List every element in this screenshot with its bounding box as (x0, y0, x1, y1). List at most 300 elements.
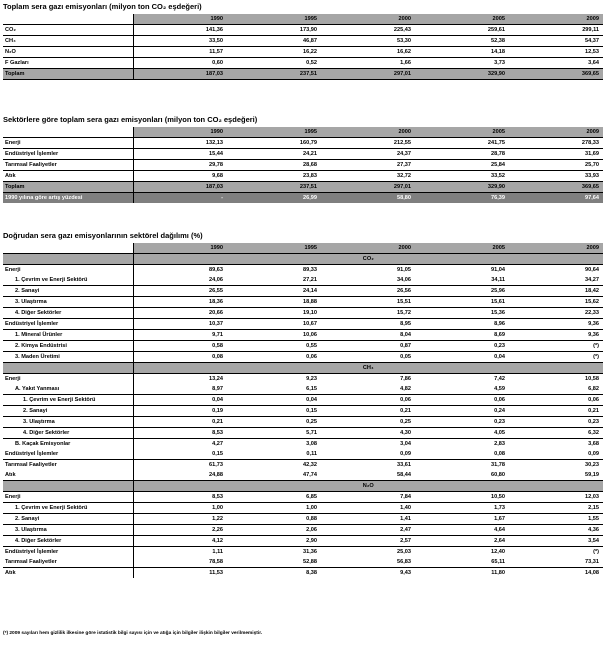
row-label: Enerji (3, 492, 133, 503)
row-label: Tarımsal Faaliyetler (3, 460, 133, 471)
value-cell: 0,04 (415, 352, 509, 363)
year-header: 2000 (321, 127, 415, 138)
value-cell: 259,61 (415, 25, 509, 36)
gas-section-header (3, 481, 603, 492)
value-cell: 6,32 (509, 428, 603, 439)
value-cell: 4,27 (133, 439, 227, 450)
total-row (3, 182, 603, 193)
year-header: 1990 (133, 14, 227, 25)
value-cell: 0,11 (306, 451, 317, 457)
value-cell: 0,08 (494, 451, 505, 457)
table-row (3, 525, 603, 536)
value-cell: 299,11 (509, 25, 603, 36)
value-cell: 15,72 (321, 308, 415, 319)
value-cell: 1,22 (133, 514, 227, 525)
gas-label: CH₄ (133, 363, 603, 374)
year-header: 1990 (133, 243, 227, 254)
value-cell: 2,83 (415, 439, 509, 450)
value-cell: 4,82 (400, 386, 411, 392)
footnote: (*) 2009 sayıları hem gizlilik ilkesine göre istatistik bilgi sayısı için ve atığa için bilgiler ilişkin bilgiler verilmemiştir. (3, 631, 263, 636)
row-label: CO₂ (3, 25, 133, 36)
header-row (3, 127, 603, 138)
value-cell: 42,32 (227, 460, 321, 471)
value-cell: 33,61 (321, 460, 415, 471)
table-row (3, 265, 603, 276)
sector-distribution-table (3, 243, 603, 578)
value-cell: 15,44 (133, 149, 227, 160)
value-cell: 25,84 (415, 160, 509, 171)
value-cell: 31,78 (415, 460, 509, 471)
value-cell: 1,41 (321, 514, 415, 525)
value-cell: 34,06 (397, 277, 411, 283)
value-cell: 0,25 (227, 417, 321, 428)
table-row (3, 460, 603, 471)
value-cell: 1,00 (227, 503, 321, 514)
table-row (3, 171, 603, 182)
header-label-cell (3, 14, 133, 25)
value-cell: 14,18 (415, 47, 509, 58)
value-cell: 0,21 (133, 417, 227, 428)
table-row (3, 449, 603, 460)
value-cell: 20,66 (133, 308, 227, 319)
row-label: Toplam (3, 182, 133, 193)
value-cell: 14,08 (509, 568, 603, 579)
value-cell: 24,06 (133, 275, 227, 286)
value-cell: 56,83 (397, 559, 411, 565)
value-cell: 9,68 (133, 171, 227, 182)
value-cell: 7,42 (415, 374, 509, 385)
value-cell: 27,21 (303, 277, 317, 283)
value-cell: 4,05 (415, 428, 509, 439)
row-label: 3. Ulaştırma (3, 417, 133, 428)
table-row (3, 492, 603, 503)
section-blank (3, 363, 133, 374)
value-cell: 12,03 (509, 492, 603, 503)
year-header: 2009 (509, 14, 603, 25)
year-header: 2000 (321, 14, 415, 25)
row-label: CH₄ (3, 36, 133, 47)
table-row (3, 428, 603, 439)
row-label: Endüstriyel İşlemler (3, 547, 133, 558)
value-cell: 58,44 (397, 472, 411, 478)
table-row (3, 568, 603, 579)
value-cell: 237,51 (227, 182, 321, 193)
value-cell: 0,04 (133, 395, 227, 406)
value-cell: 3,64 (509, 58, 603, 69)
value-cell: 31,69 (509, 149, 603, 160)
value-cell: 10,58 (509, 374, 603, 385)
value-cell: 2,26 (133, 525, 227, 536)
value-cell: 33,50 (133, 36, 227, 47)
year-header: 1990 (133, 127, 227, 138)
value-cell: 8,96 (415, 319, 509, 330)
year-header: 2005 (415, 127, 509, 138)
value-cell: 237,51 (227, 69, 321, 80)
sector-emissions-table (3, 127, 603, 203)
value-cell: 46,87 (227, 36, 321, 47)
value-cell: 33,52 (415, 171, 509, 182)
value-cell: 0,55 (227, 341, 321, 352)
table-row (3, 160, 603, 171)
value-cell: 0,23 (509, 417, 603, 428)
value-cell: 10,37 (133, 319, 227, 330)
value-cell: 15,36 (415, 308, 509, 319)
table-row (3, 58, 603, 69)
value-cell: 18,36 (133, 297, 227, 308)
value-cell: 241,75 (415, 138, 509, 149)
value-cell: 4,64 (415, 525, 509, 536)
table3-title: Doğrudan sera gazı emisyonlarının sektörel dağılımı (%) (3, 231, 203, 240)
value-cell: 187,03 (133, 69, 227, 80)
value-cell: 212,55 (321, 138, 415, 149)
row-label: Endüstriyel İşlemler (3, 319, 133, 330)
value-cell: 8,53 (133, 428, 227, 439)
table-row (3, 286, 603, 297)
value-cell: 29,78 (133, 160, 227, 171)
value-cell: (*) (509, 547, 603, 558)
total-row (3, 69, 603, 80)
table-row (3, 319, 603, 330)
value-cell: 132,13 (133, 138, 227, 149)
header-label-cell (3, 243, 133, 254)
value-cell: 25,03 (321, 547, 415, 558)
value-cell: 25,70 (509, 160, 603, 171)
value-cell: 3,08 (227, 439, 321, 450)
value-cell: 26,55 (133, 286, 227, 297)
value-cell: 18,88 (227, 297, 321, 308)
value-cell: 0,24 (415, 406, 509, 417)
header-row (3, 14, 603, 25)
row-label: 3. Maden Üretimi (3, 352, 133, 363)
value-cell: 24,21 (227, 149, 321, 160)
value-cell: 8,97 (133, 384, 227, 395)
value-cell: 297,01 (321, 182, 415, 193)
value-cell: 10,06 (227, 330, 321, 341)
value-cell: 0,05 (321, 352, 415, 363)
value-cell: 15,62 (509, 297, 603, 308)
value-cell: 12,40 (415, 547, 509, 558)
value-cell: 26,99 (227, 193, 321, 204)
value-cell: 3,04 (321, 439, 415, 450)
value-cell: 2,64 (415, 536, 509, 547)
value-cell: 26,56 (321, 286, 415, 297)
year-header: 1995 (227, 243, 321, 254)
row-label: 4. Diğer Sektörler (3, 536, 133, 547)
value-cell: 369,65 (509, 182, 603, 193)
total-emissions-table (3, 14, 603, 80)
value-cell: 4,59 (494, 386, 505, 392)
value-cell: 0,19 (133, 406, 227, 417)
value-cell: 369,65 (509, 69, 603, 80)
value-cell: 1,00 (133, 503, 227, 514)
value-cell: 9,23 (227, 374, 321, 385)
row-label: Tarımsal Faaliyetler (3, 160, 133, 171)
value-cell: 15,51 (321, 297, 415, 308)
value-cell: 47,74 (303, 472, 317, 478)
row-label: Endüstriyel İşlemler (3, 149, 133, 160)
table-row (3, 36, 603, 47)
table-row (3, 352, 603, 363)
value-cell: 16,22 (227, 47, 321, 58)
value-cell: 6,85 (227, 492, 321, 503)
year-header: 1995 (227, 14, 321, 25)
table-row (3, 384, 603, 395)
value-cell: 160,79 (227, 138, 321, 149)
table-row (3, 514, 603, 525)
table-row (3, 406, 603, 417)
table-row (3, 47, 603, 58)
row-label: N₂O (3, 47, 133, 58)
value-cell: 1,66 (321, 58, 415, 69)
value-cell: 24,14 (227, 286, 321, 297)
table-row (3, 417, 603, 428)
value-cell: 141,36 (133, 25, 227, 36)
table-row (3, 297, 603, 308)
value-cell: 278,33 (509, 138, 603, 149)
row-label: Enerji (3, 374, 133, 385)
value-cell: 76,39 (415, 193, 509, 204)
value-cell: 0,58 (133, 341, 227, 352)
row-label: A. Yakıt Yanması (15, 386, 60, 392)
value-cell: 2,90 (227, 536, 321, 547)
value-cell: 9,36 (509, 319, 603, 330)
value-cell: 73,31 (585, 559, 599, 565)
value-cell: 3,73 (415, 58, 509, 69)
year-header: 2009 (509, 243, 603, 254)
value-cell: 9,36 (509, 330, 603, 341)
row-label: 2. Sanayi (3, 406, 133, 417)
table-row (3, 557, 603, 568)
value-cell: 65,11 (491, 559, 505, 565)
value-cell: 52,38 (415, 36, 509, 47)
value-cell: 0,15 (133, 449, 227, 460)
row-label: 3. Ulaştırma (3, 525, 133, 536)
value-cell: 8,38 (227, 568, 321, 579)
row-label: Endüstriyel İşlemler (5, 451, 59, 457)
value-cell: 34,11 (491, 277, 505, 283)
value-cell: 53,30 (321, 36, 415, 47)
row-label: B. Kaçak Emisyonlar (3, 439, 133, 450)
year-header: 2005 (415, 243, 509, 254)
value-cell: 0,06 (321, 395, 415, 406)
year-header: 2000 (321, 243, 415, 254)
value-cell: 58,80 (321, 193, 415, 204)
value-cell: 9,71 (133, 330, 227, 341)
table-row (3, 25, 603, 36)
value-cell: 4,12 (133, 536, 227, 547)
gas-section-header (3, 254, 603, 265)
table1-title: Toplam sera gazı emisyonları (milyon ton CO₂ eşdeğeri) (3, 2, 202, 11)
value-cell: 22,33 (509, 308, 603, 319)
row-label: Toplam (3, 69, 133, 80)
row-label: 3. Ulaştırma (3, 297, 133, 308)
row-label: Atık (3, 171, 133, 182)
value-cell: 7,86 (321, 374, 415, 385)
row-label: 2. Sanayi (3, 286, 133, 297)
table-row (3, 470, 603, 481)
value-cell: 0,25 (321, 417, 415, 428)
row-label: 2. Sanayi (3, 514, 133, 525)
row-label: 2. Kimya Endüstrisi (3, 341, 133, 352)
value-cell: 0,04 (227, 395, 321, 406)
value-cell: 2,57 (321, 536, 415, 547)
value-cell: 13,24 (133, 374, 227, 385)
value-cell: 9,43 (321, 568, 415, 579)
value-cell: 78,58 (133, 557, 227, 568)
value-cell: 3,68 (509, 439, 603, 450)
table-row (3, 547, 603, 558)
value-cell: 173,90 (227, 25, 321, 36)
value-cell: 24,37 (321, 149, 415, 160)
value-cell: 187,03 (133, 182, 227, 193)
table-row (3, 503, 603, 514)
value-cell: 18,42 (509, 286, 603, 297)
table-row (3, 149, 603, 160)
value-cell: 89,63 (133, 265, 227, 276)
value-cell: 28,78 (415, 149, 509, 160)
value-cell: 11,80 (415, 568, 509, 579)
percent-increase-row (3, 193, 603, 204)
value-cell: 0,09 (588, 451, 599, 457)
value-cell: 0,21 (321, 406, 415, 417)
value-cell: 1,67 (415, 514, 509, 525)
value-cell: 0,87 (321, 341, 415, 352)
year-header: 1995 (227, 127, 321, 138)
value-cell: 8,95 (321, 319, 415, 330)
value-cell: 0,23 (415, 341, 509, 352)
row-label: 1990 yılına göre artış yüzdesi (3, 193, 133, 204)
row-label: Enerji (3, 265, 133, 276)
value-cell: 34,27 (585, 277, 599, 283)
value-cell: 33,93 (509, 171, 603, 182)
value-cell: 91,04 (415, 265, 509, 276)
value-cell: 0,60 (133, 58, 227, 69)
value-cell: 297,01 (321, 69, 415, 80)
gas-label: CO₂ (133, 254, 603, 265)
value-cell: 1,73 (415, 503, 509, 514)
value-cell: - (133, 193, 227, 204)
value-cell: 0,08 (133, 352, 227, 363)
value-cell: 23,83 (227, 171, 321, 182)
table-row (3, 308, 603, 319)
value-cell: 97,64 (509, 193, 603, 204)
table-row (3, 395, 603, 406)
value-cell: 11,53 (133, 568, 227, 579)
value-cell: 3,54 (509, 536, 603, 547)
value-cell: 1,40 (321, 503, 415, 514)
value-cell: 2,06 (227, 525, 321, 536)
row-label: F Gazları (3, 58, 133, 69)
value-cell: 4,36 (509, 525, 603, 536)
header-row (3, 243, 603, 254)
value-cell: 25,96 (415, 286, 509, 297)
row-label: Atık (5, 472, 16, 478)
value-cell: 60,80 (491, 472, 505, 478)
value-cell: 90,64 (509, 265, 603, 276)
value-cell: 8,53 (133, 492, 227, 503)
value-cell: 6,15 (306, 386, 317, 392)
value-cell: 0,52 (227, 58, 321, 69)
row-label: 1. Çevrim ve Enerji Sektörü (3, 395, 133, 406)
value-cell: 1,55 (509, 514, 603, 525)
value-cell: 6,82 (588, 386, 599, 392)
row-label: 1. Çevrim ve Enerji Sektörü (3, 503, 133, 514)
value-cell: 54,37 (509, 36, 603, 47)
value-cell: 329,90 (415, 69, 509, 80)
value-cell: 19,10 (227, 308, 321, 319)
section-blank (3, 254, 133, 265)
gas-section-header (3, 363, 603, 374)
value-cell: 16,62 (321, 47, 415, 58)
value-cell: 2,47 (321, 525, 415, 536)
value-cell: 0,06 (509, 395, 603, 406)
value-cell: 32,72 (321, 171, 415, 182)
value-cell: 1,11 (133, 547, 227, 558)
value-cell: 8,04 (321, 330, 415, 341)
value-cell: 30,23 (509, 460, 603, 471)
value-cell: (*) (509, 341, 603, 352)
value-cell: 61,73 (133, 460, 227, 471)
value-cell: 0,23 (415, 417, 509, 428)
table2-title: Sektörlere göre toplam sera gazı emisyonları (milyon ton CO₂ eşdeğeri) (3, 115, 258, 124)
value-cell: 31,36 (227, 547, 321, 558)
value-cell: 89,33 (227, 265, 321, 276)
row-label: 1. Mineral Ürünler (3, 330, 133, 341)
value-cell: 12,53 (509, 47, 603, 58)
section-blank (3, 481, 133, 492)
value-cell: 7,84 (321, 492, 415, 503)
table-row (3, 439, 603, 450)
value-cell: 0,88 (227, 514, 321, 525)
value-cell: 4,30 (321, 428, 415, 439)
value-cell: 0,06 (415, 395, 509, 406)
value-cell: 59,19 (585, 472, 599, 478)
value-cell: 225,43 (321, 25, 415, 36)
value-cell: 52,88 (303, 559, 317, 565)
table-row (3, 330, 603, 341)
table-row (3, 341, 603, 352)
row-label: Tarımsal Faaliyetler (5, 559, 57, 565)
value-cell: 10,67 (227, 319, 321, 330)
table-row (3, 374, 603, 385)
value-cell: 11,57 (133, 47, 227, 58)
value-cell: 27,37 (321, 160, 415, 171)
value-cell: (*) (509, 352, 603, 363)
table-row (3, 536, 603, 547)
value-cell: 329,90 (415, 182, 509, 193)
value-cell: 15,61 (415, 297, 509, 308)
value-cell: 0,09 (400, 451, 411, 457)
header-label-cell (3, 127, 133, 138)
value-cell: 10,50 (415, 492, 509, 503)
value-cell: 8,69 (415, 330, 509, 341)
value-cell: 24,88 (133, 470, 227, 481)
year-header: 2005 (415, 14, 509, 25)
year-header: 2009 (509, 127, 603, 138)
row-label: 4. Diğer Sektörler (3, 308, 133, 319)
value-cell: 2,15 (509, 503, 603, 514)
value-cell: 5,71 (227, 428, 321, 439)
row-label: Atık (3, 568, 133, 579)
value-cell: 0,21 (509, 406, 603, 417)
value-cell: 0,06 (227, 352, 321, 363)
value-cell: 91,05 (321, 265, 415, 276)
value-cell: 0,15 (227, 406, 321, 417)
row-label: Enerji (3, 138, 133, 149)
table-row (3, 275, 603, 286)
table-row (3, 138, 603, 149)
gas-label: N₂O (133, 481, 603, 492)
